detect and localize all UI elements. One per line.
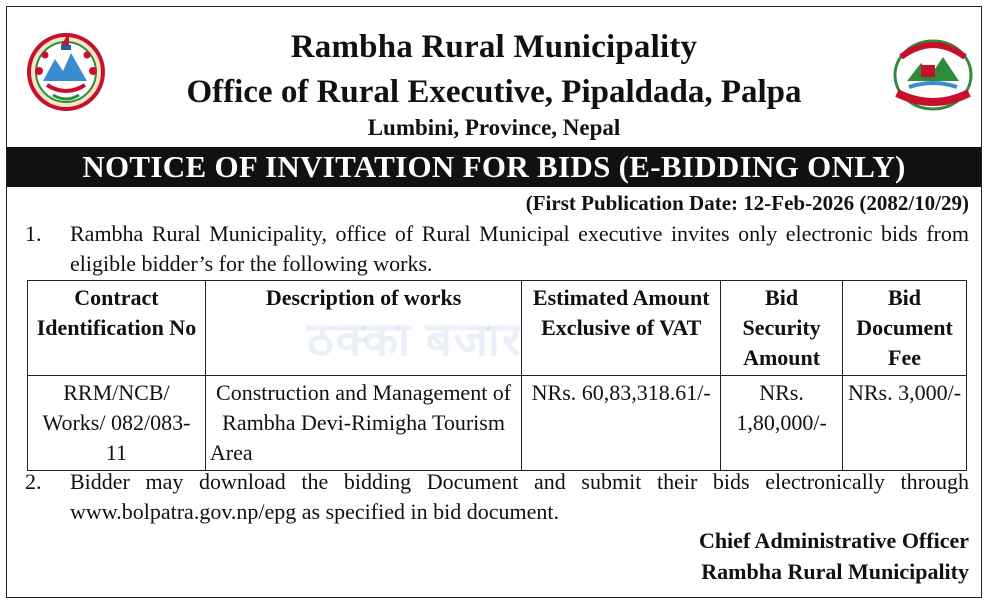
cell-bid-security: NRs. 1,80,000/- <box>721 376 843 471</box>
notice-banner: NOTICE OF INVITATION FOR BIDS (E-BIDDING ONLY) <box>7 147 981 187</box>
column-header-estimated-amount: Estimated Amount Exclusive of VAT <box>522 281 721 376</box>
notice-document <box>6 6 982 598</box>
notice-header <box>7 7 981 147</box>
cell-description: Construction and Management of Rambha Devi-Rimigha Tourism Area <box>205 376 521 471</box>
signature-organization: Rambha Rural Municipality <box>701 559 969 584</box>
cell-contract-id: RRM/NCB/ Works/ 082/083-11 <box>28 376 206 471</box>
column-header-description: Description of works <box>205 281 521 376</box>
office-title: Office of Rural Executive, Pipaldada, Palpa <box>186 74 802 110</box>
table-header-row <box>28 281 967 376</box>
cell-document-fee: NRs. 3,000/- <box>843 376 967 471</box>
paragraph-number: 2. <box>25 469 42 494</box>
paragraph-2 <box>25 467 969 527</box>
publication-date: (First Publication Date: 12-Feb-2026 (2082/10/29) <box>525 191 969 215</box>
municipality-logo-icon <box>891 35 975 113</box>
paragraph-text: Rambha Rural Municipality, office of Rural Municipal executive invites only electronic bids from eligible bidder’s for the following works. <box>70 221 969 276</box>
location-subtitle: Lumbini, Province, Nepal <box>367 115 621 140</box>
column-header-contract-id: Contract Identification No <box>28 281 206 376</box>
paragraph-1 <box>25 219 969 279</box>
column-header-bid-security: Bid Security Amount <box>721 281 843 376</box>
cell-estimated-amount: NRs. 60,83,318.61/- <box>522 376 721 471</box>
paragraph-number: 1. <box>25 221 42 246</box>
column-header-document-fee: Bid Document Fee <box>843 281 967 376</box>
municipality-title: Rambha Rural Municipality <box>290 29 698 65</box>
watermark: ठक्का बजार <box>307 314 523 365</box>
signature-title: Chief Administrative Officer <box>698 528 969 553</box>
table-row <box>28 376 967 471</box>
bids-table <box>27 280 967 471</box>
paragraph-text: Bidder may download the bidding Document and submit their bids electronically through www.bolpatra.gov.np/epg as specified in bid document. <box>70 469 969 524</box>
